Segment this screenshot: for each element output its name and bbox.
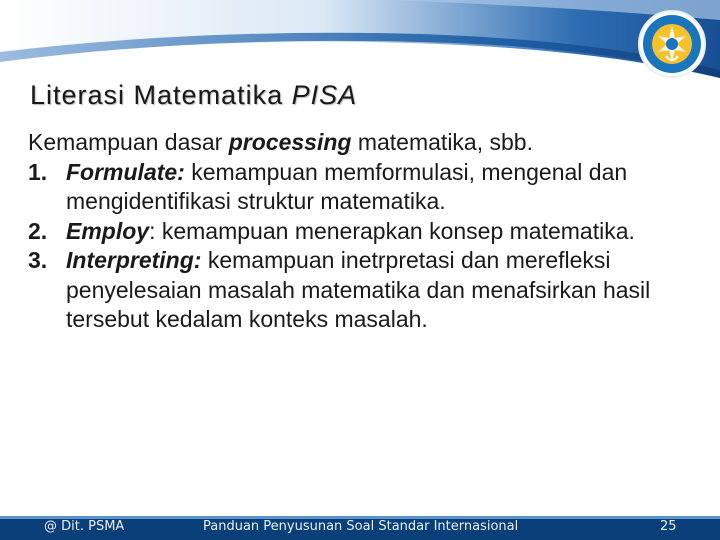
intro-suffix: matematika, sbb. bbox=[351, 129, 533, 155]
slide-body bbox=[28, 128, 688, 335]
list-desc: kemampuan inetrpretasi dan merefleksi penyelesaian masalah matematika dan menafsirkan hasil tersebut kedalam konteks masalah. bbox=[66, 247, 651, 332]
list-item-text bbox=[66, 158, 688, 217]
list-number: 3. bbox=[28, 247, 48, 273]
footer-bar bbox=[0, 516, 720, 540]
tut-wuri-handayani-logo-icon bbox=[636, 8, 708, 80]
list-term: Employ bbox=[66, 217, 150, 244]
list-number: 1. bbox=[28, 158, 48, 185]
title-pisa: PISA bbox=[291, 80, 358, 110]
list-item bbox=[28, 246, 688, 335]
list-item-text bbox=[66, 246, 688, 335]
list-desc: : kemampuan menerapkan konsep matematika. bbox=[149, 217, 635, 244]
footer-title: Panduan Penyusunan Soal Standar Internasional bbox=[203, 519, 519, 534]
list-term: Formulate: bbox=[66, 158, 185, 185]
list-item bbox=[28, 158, 688, 217]
list-desc: kemampuan memformulasi, mengenal dan mengidentifikasi struktur matematika. bbox=[66, 158, 628, 214]
intro-line bbox=[28, 128, 688, 158]
header-decoration bbox=[0, 0, 720, 90]
list-item bbox=[28, 217, 688, 247]
intro-bold: processing bbox=[228, 129, 352, 155]
list-number: 2. bbox=[28, 217, 48, 244]
list-item-text bbox=[66, 217, 688, 247]
title-main: Literasi Matematika bbox=[30, 80, 292, 110]
slide-title bbox=[30, 80, 630, 111]
page-number: 25 bbox=[660, 519, 677, 534]
intro-prefix: Kemampuan dasar bbox=[28, 129, 229, 155]
list-term: Interpreting: bbox=[66, 247, 202, 273]
footer-credit: @ Dit. PSMA bbox=[44, 519, 125, 534]
